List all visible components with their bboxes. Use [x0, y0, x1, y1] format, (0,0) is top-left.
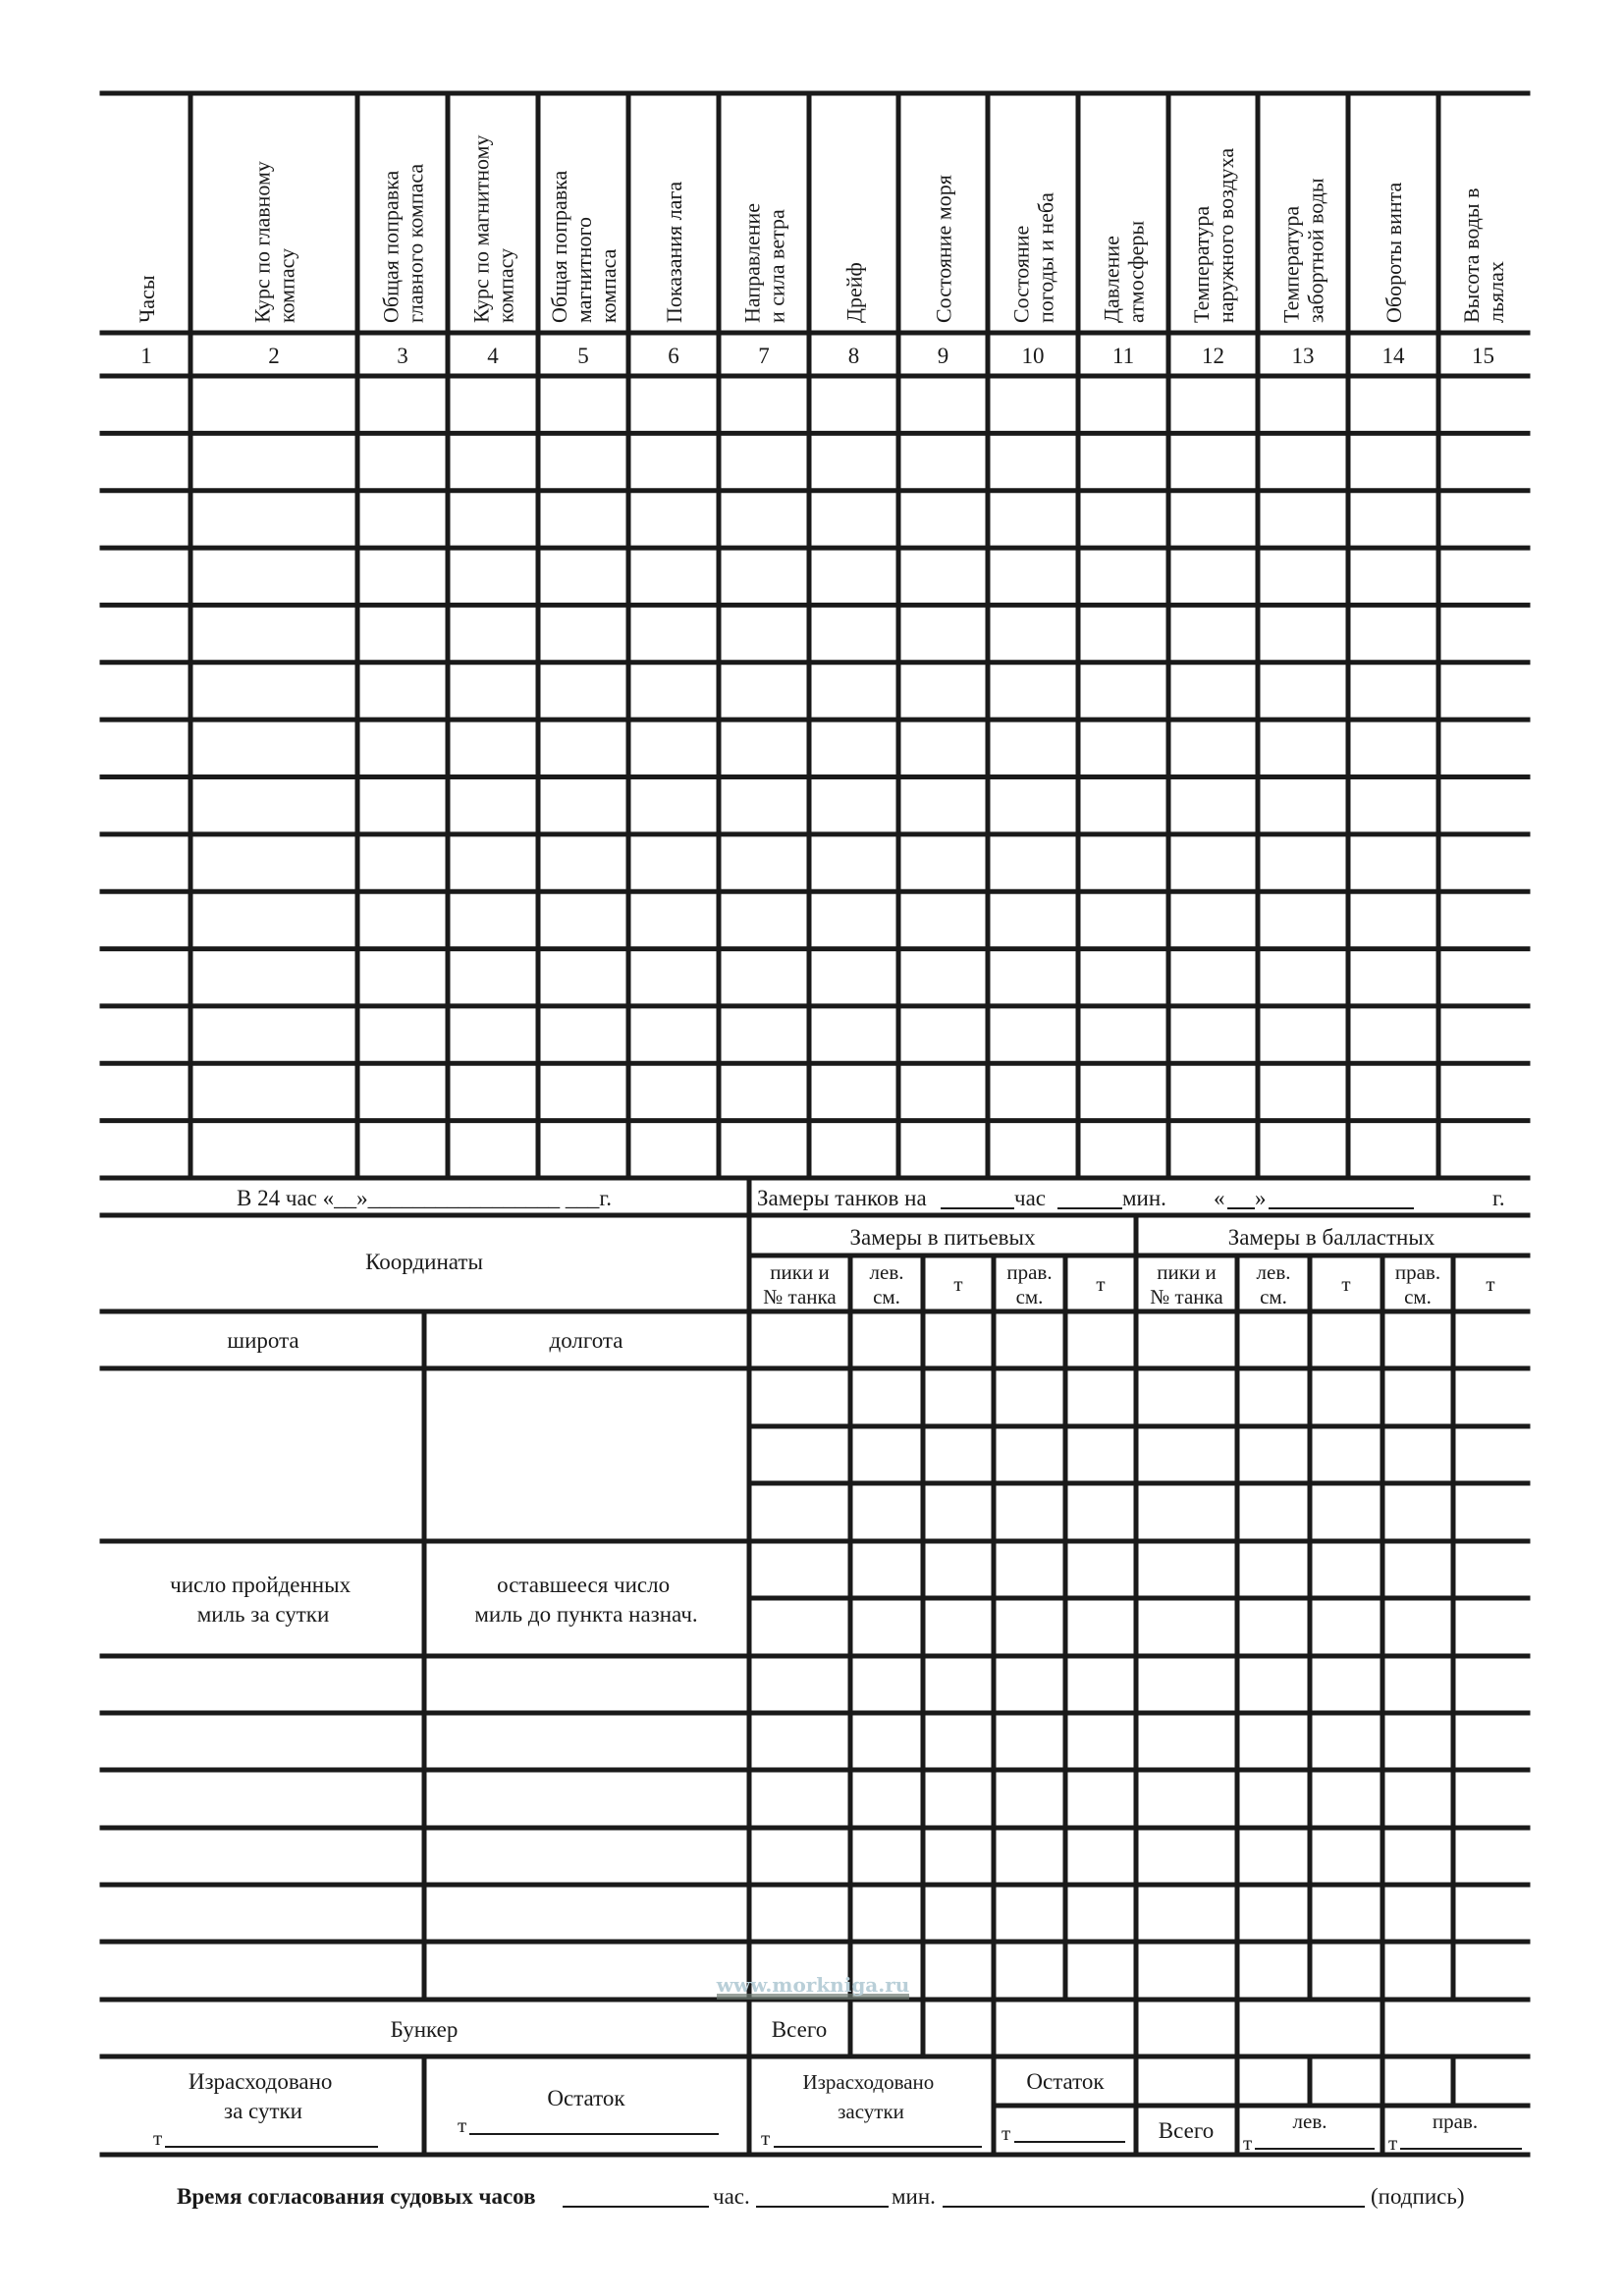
log-cell[interactable]	[1351, 666, 1435, 717]
column-number-15: 15	[1472, 344, 1494, 368]
log-cell[interactable]	[1171, 1066, 1255, 1117]
log-cell[interactable]	[901, 666, 985, 717]
column-header-7: Направлениеи сила ветра	[739, 202, 789, 323]
log-cell[interactable]	[451, 1124, 535, 1175]
log-cell[interactable]	[901, 1009, 985, 1060]
latitude-label: широта	[227, 1328, 299, 1353]
miles-run-label: число пройденных миль за сутки	[170, 1573, 352, 1627]
log-cell[interactable]	[1261, 608, 1345, 659]
log-cell[interactable]	[193, 894, 354, 945]
log-cell[interactable]	[105, 551, 188, 602]
potable-subheader: т	[953, 1272, 963, 1296]
log-cell[interactable]	[1351, 952, 1435, 1003]
right-unit: т	[1388, 2131, 1398, 2155]
column-header-13: Температуразабортной воды	[1278, 178, 1328, 323]
log-cell[interactable]	[1081, 952, 1165, 1003]
log-cell[interactable]	[541, 952, 625, 1003]
log-cell[interactable]	[1441, 494, 1525, 545]
log-cell[interactable]	[991, 952, 1075, 1003]
log-cell[interactable]	[360, 666, 445, 717]
tank-soundings-block	[757, 1186, 1505, 2042]
left-unit: т	[1243, 2131, 1253, 2155]
potable-tanks-label: Замеры в питьевых	[849, 1225, 1036, 1250]
log-cell[interactable]	[193, 666, 354, 717]
log-cell[interactable]	[1261, 436, 1345, 487]
log-cell[interactable]	[451, 608, 535, 659]
log-cell[interactable]	[1081, 436, 1165, 487]
log-cell[interactable]	[541, 436, 625, 487]
log-cell[interactable]	[105, 1124, 188, 1175]
log-cell[interactable]	[451, 494, 535, 545]
log-cell[interactable]	[451, 551, 535, 602]
log-cell[interactable]	[991, 722, 1075, 774]
log-cell[interactable]	[722, 894, 806, 945]
log-cell[interactable]	[812, 780, 895, 831]
log-cell[interactable]	[541, 666, 625, 717]
log-cell[interactable]	[901, 1066, 985, 1117]
log-cell[interactable]	[812, 894, 895, 945]
column-number-1: 1	[140, 344, 152, 368]
column-number-7: 7	[758, 344, 770, 368]
log-cell[interactable]	[105, 1009, 188, 1060]
log-cell[interactable]	[1171, 666, 1255, 717]
column-number-3: 3	[397, 344, 408, 368]
log-cell[interactable]	[193, 608, 354, 659]
log-cell[interactable]	[105, 379, 188, 430]
log-cell[interactable]	[631, 666, 716, 717]
bunker-title: Бункер	[390, 2017, 459, 2042]
log-cell[interactable]	[631, 379, 716, 430]
consumed-label: Израсходовано за сутки	[188, 2069, 333, 2123]
log-cell[interactable]	[901, 894, 985, 945]
log-cell[interactable]	[991, 608, 1075, 659]
log-cell[interactable]	[105, 666, 188, 717]
log-cell[interactable]	[193, 722, 354, 774]
tank-subheaders	[763, 1260, 1494, 1308]
column-header-12: Температуранаружного воздуха	[1189, 147, 1238, 323]
log-cell[interactable]	[991, 436, 1075, 487]
log-cell[interactable]	[193, 1124, 354, 1175]
log-cell[interactable]	[541, 722, 625, 774]
log-cell[interactable]	[360, 551, 445, 602]
lower-grid	[102, 1178, 1528, 2155]
log-cell[interactable]	[451, 952, 535, 1003]
column-header-9: Состояние моря	[931, 175, 956, 323]
log-cell[interactable]	[1351, 722, 1435, 774]
potable-subheader: лев. см.	[869, 1260, 904, 1308]
miles-remaining-label: оставшееся число миль до пункта назнач.	[474, 1573, 698, 1627]
log-cell[interactable]	[1441, 379, 1525, 430]
log-cell[interactable]	[1441, 1124, 1525, 1175]
column-header-11: Давлениеатмосферы	[1099, 220, 1149, 323]
log-cell[interactable]	[812, 494, 895, 545]
log-cell[interactable]	[451, 780, 535, 831]
log-cell[interactable]	[541, 608, 625, 659]
log-cell[interactable]	[722, 666, 806, 717]
log-cell[interactable]	[722, 436, 806, 487]
column-header-3: Общая поправкаглавного компаса	[378, 163, 428, 323]
log-cell[interactable]	[1081, 1009, 1165, 1060]
log-cell[interactable]	[193, 952, 354, 1003]
log-cell[interactable]	[1351, 551, 1435, 602]
log-cell[interactable]	[360, 780, 445, 831]
log-cell[interactable]	[631, 780, 716, 831]
log-cell[interactable]	[631, 1066, 716, 1117]
log-cell[interactable]	[1351, 1124, 1435, 1175]
log-cell[interactable]	[193, 494, 354, 545]
log-cell[interactable]	[1081, 494, 1165, 545]
log-cell[interactable]	[1081, 780, 1165, 831]
log-cell[interactable]	[722, 494, 806, 545]
column-header-14: Обороты винта	[1381, 182, 1406, 323]
log-cell[interactable]	[722, 379, 806, 430]
column-header-10: Состояниепогоды и неба	[1008, 192, 1058, 323]
log-cell[interactable]	[1351, 1066, 1435, 1117]
consumed-label-right: Израсходовано засутки	[802, 2070, 935, 2123]
log-cell[interactable]	[1081, 1066, 1165, 1117]
log-cell[interactable]	[1081, 608, 1165, 659]
log-cell[interactable]	[1261, 666, 1345, 717]
log-cell[interactable]	[193, 1066, 354, 1117]
log-cell[interactable]	[812, 436, 895, 487]
ballast-subheader: прав. см.	[1394, 1260, 1441, 1308]
log-cell[interactable]	[1171, 551, 1255, 602]
ballast-subheader: т	[1486, 1272, 1495, 1296]
log-cell[interactable]	[812, 1124, 895, 1175]
log-cell[interactable]	[991, 780, 1075, 831]
column-number-13: 13	[1291, 344, 1315, 368]
footer-clock-sync	[177, 2184, 1464, 2209]
log-cell[interactable]	[631, 494, 716, 545]
column-header-5: Общая поправкамагнитногокомпаса	[547, 170, 621, 323]
log-cell[interactable]	[901, 722, 985, 774]
log-cell[interactable]	[451, 436, 535, 487]
log-cell[interactable]	[541, 894, 625, 945]
log-cell[interactable]	[901, 436, 985, 487]
log-cell[interactable]	[1441, 722, 1525, 774]
watermark: www.morkniga.ru	[716, 1973, 910, 1997]
log-cell[interactable]	[360, 952, 445, 1003]
log-cell[interactable]	[1261, 722, 1345, 774]
log-cell[interactable]	[541, 379, 625, 430]
log-cell[interactable]	[812, 837, 895, 888]
column-header-8: Дрейф	[841, 262, 867, 323]
log-cell[interactable]	[1261, 379, 1345, 430]
log-cell[interactable]	[1171, 837, 1255, 888]
log-cell[interactable]	[991, 551, 1075, 602]
log-cell[interactable]	[1441, 666, 1525, 717]
log-cell[interactable]	[631, 894, 716, 945]
log-cell[interactable]	[1081, 666, 1165, 717]
latitude-field[interactable]	[105, 1371, 421, 1538]
ballast-tanks-label: Замеры в балластных	[1227, 1225, 1435, 1250]
log-cell[interactable]	[1171, 894, 1255, 945]
log-cell[interactable]	[722, 952, 806, 1003]
log-cell[interactable]	[105, 722, 188, 774]
column-header-15: Высота воды вльялах	[1459, 187, 1508, 323]
log-cell[interactable]	[901, 780, 985, 831]
ballast-subheader: т	[1341, 1272, 1351, 1296]
log-cell[interactable]	[812, 551, 895, 602]
log-cell[interactable]	[451, 837, 535, 888]
log-cell[interactable]	[541, 1124, 625, 1175]
log-cell[interactable]	[1261, 1009, 1345, 1060]
log-cell[interactable]	[812, 379, 895, 430]
potable-subheader: пики и № танка	[763, 1260, 837, 1308]
log-cell[interactable]	[360, 894, 445, 945]
log-cell[interactable]	[105, 894, 188, 945]
log-cell[interactable]	[451, 379, 535, 430]
log-cell[interactable]	[1351, 608, 1435, 659]
log-cell[interactable]	[105, 952, 188, 1003]
column-number-14: 14	[1381, 344, 1405, 368]
column-number-8: 8	[847, 344, 860, 368]
log-cell[interactable]	[1351, 436, 1435, 487]
ballast-subheader: лев. см.	[1256, 1260, 1291, 1308]
log-cell[interactable]	[1171, 608, 1255, 659]
log-cell[interactable]	[360, 1009, 445, 1060]
log-cell[interactable]	[722, 837, 806, 888]
log-cell[interactable]	[991, 1009, 1075, 1060]
log-cell[interactable]	[1261, 1124, 1345, 1175]
column-number-9: 9	[937, 344, 949, 368]
potable-subheader: т	[1096, 1272, 1106, 1296]
log-cell[interactable]	[541, 494, 625, 545]
log-cell[interactable]	[360, 722, 445, 774]
left-label: лев.	[1292, 2109, 1327, 2133]
log-cell[interactable]	[1081, 837, 1165, 888]
log-cell[interactable]	[991, 379, 1075, 430]
log-cell[interactable]	[812, 952, 895, 1003]
log-cell[interactable]	[1171, 379, 1255, 430]
noon-date-line[interactable]: В 24 час «__»_________________ ___г.	[237, 1186, 612, 1210]
log-cell[interactable]	[812, 722, 895, 774]
log-cell[interactable]	[1441, 1009, 1525, 1060]
ballast-subheader: пики и № танка	[1150, 1260, 1223, 1308]
column-header-2: Курс по главномукомпасу	[249, 161, 299, 323]
log-cell[interactable]	[722, 722, 806, 774]
log-cell[interactable]	[1171, 1124, 1255, 1175]
log-cell[interactable]	[1081, 379, 1165, 430]
log-cell[interactable]	[1441, 952, 1525, 1003]
log-cell[interactable]	[1351, 379, 1435, 430]
remaining-label-right: Остаток	[1026, 2069, 1105, 2094]
clock-sync-hour-label: час.	[713, 2184, 750, 2209]
tank-total-label: Всего	[771, 2017, 828, 2042]
log-cell[interactable]	[1171, 1009, 1255, 1060]
log-cell[interactable]	[1081, 722, 1165, 774]
column-number-6: 6	[668, 344, 679, 368]
column-number-4: 4	[487, 344, 499, 368]
bunker-total-label: Всего	[1158, 2118, 1215, 2143]
log-cell[interactable]	[541, 1066, 625, 1117]
log-cell[interactable]	[1351, 1009, 1435, 1060]
log-cell[interactable]	[722, 1009, 806, 1060]
log-cell[interactable]	[1351, 494, 1435, 545]
log-cell[interactable]	[631, 551, 716, 602]
log-cell[interactable]	[360, 1124, 445, 1175]
log-cell[interactable]	[451, 894, 535, 945]
log-cell[interactable]	[541, 551, 625, 602]
log-table-headers	[135, 134, 1508, 323]
log-table-column-numbers	[140, 344, 1494, 368]
log-cell[interactable]	[1261, 894, 1345, 945]
log-cell[interactable]	[541, 837, 625, 888]
log-cell[interactable]	[991, 837, 1075, 888]
log-cell[interactable]	[812, 666, 895, 717]
log-cell[interactable]	[1261, 837, 1345, 888]
log-cell[interactable]	[1261, 551, 1345, 602]
log-cell[interactable]	[812, 608, 895, 659]
log-cell[interactable]	[1171, 722, 1255, 774]
column-number-5: 5	[577, 344, 589, 368]
log-cell[interactable]	[1081, 1124, 1165, 1175]
log-cell[interactable]	[1351, 780, 1435, 831]
log-cell[interactable]	[360, 379, 445, 430]
log-cell[interactable]	[812, 1009, 895, 1060]
log-cell[interactable]	[1351, 894, 1435, 945]
log-cell[interactable]	[722, 608, 806, 659]
log-cell[interactable]	[193, 436, 354, 487]
tank-soundings-title[interactable]: Замеры танков на час мин. « » г.	[757, 1186, 1505, 1210]
log-cell[interactable]	[722, 1124, 806, 1175]
consumed-unit-right: т	[761, 2126, 771, 2150]
column-number-12: 12	[1202, 344, 1224, 368]
log-cell[interactable]	[901, 837, 985, 888]
right-label: прав.	[1432, 2109, 1479, 2133]
log-cell[interactable]	[991, 1066, 1075, 1117]
column-number-10: 10	[1021, 344, 1045, 368]
log-cell[interactable]	[1441, 894, 1525, 945]
log-cell[interactable]	[631, 436, 716, 487]
log-cell[interactable]	[105, 837, 188, 888]
log-cell[interactable]	[1171, 494, 1255, 545]
log-cell[interactable]	[105, 608, 188, 659]
log-cell[interactable]	[631, 1124, 716, 1175]
remaining-unit: т	[458, 2113, 467, 2137]
log-cell[interactable]	[1261, 494, 1345, 545]
signature-label: (подпись)	[1371, 2184, 1465, 2209]
log-cell[interactable]	[1081, 551, 1165, 602]
log-cell[interactable]	[901, 1124, 985, 1175]
column-number-11: 11	[1111, 344, 1135, 368]
log-cell[interactable]	[991, 494, 1075, 545]
log-cell[interactable]	[1171, 780, 1255, 831]
log-cell[interactable]	[1171, 952, 1255, 1003]
log-cell[interactable]	[631, 608, 716, 659]
log-cell[interactable]	[193, 551, 354, 602]
log-cell[interactable]	[812, 1066, 895, 1117]
log-cell[interactable]	[722, 1066, 806, 1117]
log-cell[interactable]	[1441, 1066, 1525, 1117]
log-cell[interactable]	[1441, 436, 1525, 487]
remaining-label: Остаток	[547, 2086, 625, 2110]
log-cell[interactable]	[1441, 780, 1525, 831]
longitude-field[interactable]	[427, 1371, 746, 1538]
log-cell[interactable]	[1261, 952, 1345, 1003]
clock-sync-min-label: мин.	[892, 2184, 936, 2209]
column-header-1: Часы	[135, 275, 159, 323]
log-cell[interactable]	[631, 1009, 716, 1060]
log-cell[interactable]	[1171, 436, 1255, 487]
log-cell[interactable]	[193, 837, 354, 888]
potable-subheader: прав. см.	[1006, 1260, 1053, 1308]
log-cell[interactable]	[105, 1066, 188, 1117]
log-cell[interactable]	[193, 379, 354, 430]
log-cell[interactable]	[451, 1009, 535, 1060]
log-cell[interactable]	[193, 1009, 354, 1060]
log-cell[interactable]	[631, 952, 716, 1003]
bunker-block	[153, 2017, 1522, 2155]
log-cell[interactable]	[722, 780, 806, 831]
log-cell[interactable]	[901, 608, 985, 659]
log-cell[interactable]	[1441, 837, 1525, 888]
log-cell[interactable]	[1441, 551, 1525, 602]
log-cell[interactable]	[901, 379, 985, 430]
log-cell[interactable]	[991, 666, 1075, 717]
log-cell[interactable]	[105, 436, 188, 487]
log-cell[interactable]	[631, 722, 716, 774]
log-cell[interactable]	[360, 436, 445, 487]
log-cell[interactable]	[360, 1066, 445, 1117]
column-header-6: Показания лага	[662, 181, 686, 323]
column-number-2: 2	[268, 344, 280, 368]
log-cell[interactable]	[360, 837, 445, 888]
log-cell[interactable]	[105, 494, 188, 545]
log-cell[interactable]	[631, 837, 716, 888]
log-cell[interactable]	[360, 494, 445, 545]
log-cell[interactable]	[451, 722, 535, 774]
log-cell[interactable]	[901, 551, 985, 602]
coordinates-label: Координаты	[365, 1250, 483, 1274]
log-cell[interactable]	[1441, 608, 1525, 659]
log-cell[interactable]	[541, 780, 625, 831]
log-cell[interactable]	[991, 894, 1075, 945]
log-cell[interactable]	[360, 608, 445, 659]
log-cell[interactable]	[991, 1124, 1075, 1175]
log-cell[interactable]	[1261, 1066, 1345, 1117]
log-cell[interactable]	[1261, 780, 1345, 831]
consumed-unit: т	[153, 2126, 163, 2150]
log-cell[interactable]	[105, 780, 188, 831]
log-cell[interactable]	[193, 780, 354, 831]
clock-sync-label: Время согласования судовых часов	[177, 2184, 536, 2209]
log-cell[interactable]	[1081, 894, 1165, 945]
log-cell[interactable]	[541, 1009, 625, 1060]
log-cell[interactable]	[722, 551, 806, 602]
log-cell[interactable]	[451, 666, 535, 717]
log-cell[interactable]	[901, 494, 985, 545]
log-cell[interactable]	[901, 952, 985, 1003]
remaining-unit-right: т	[1001, 2121, 1011, 2145]
log-cell[interactable]	[1351, 837, 1435, 888]
longitude-label: долгота	[549, 1328, 623, 1353]
column-header-4: Курс по магнитномукомпасу	[468, 134, 518, 323]
log-cell[interactable]	[451, 1066, 535, 1117]
